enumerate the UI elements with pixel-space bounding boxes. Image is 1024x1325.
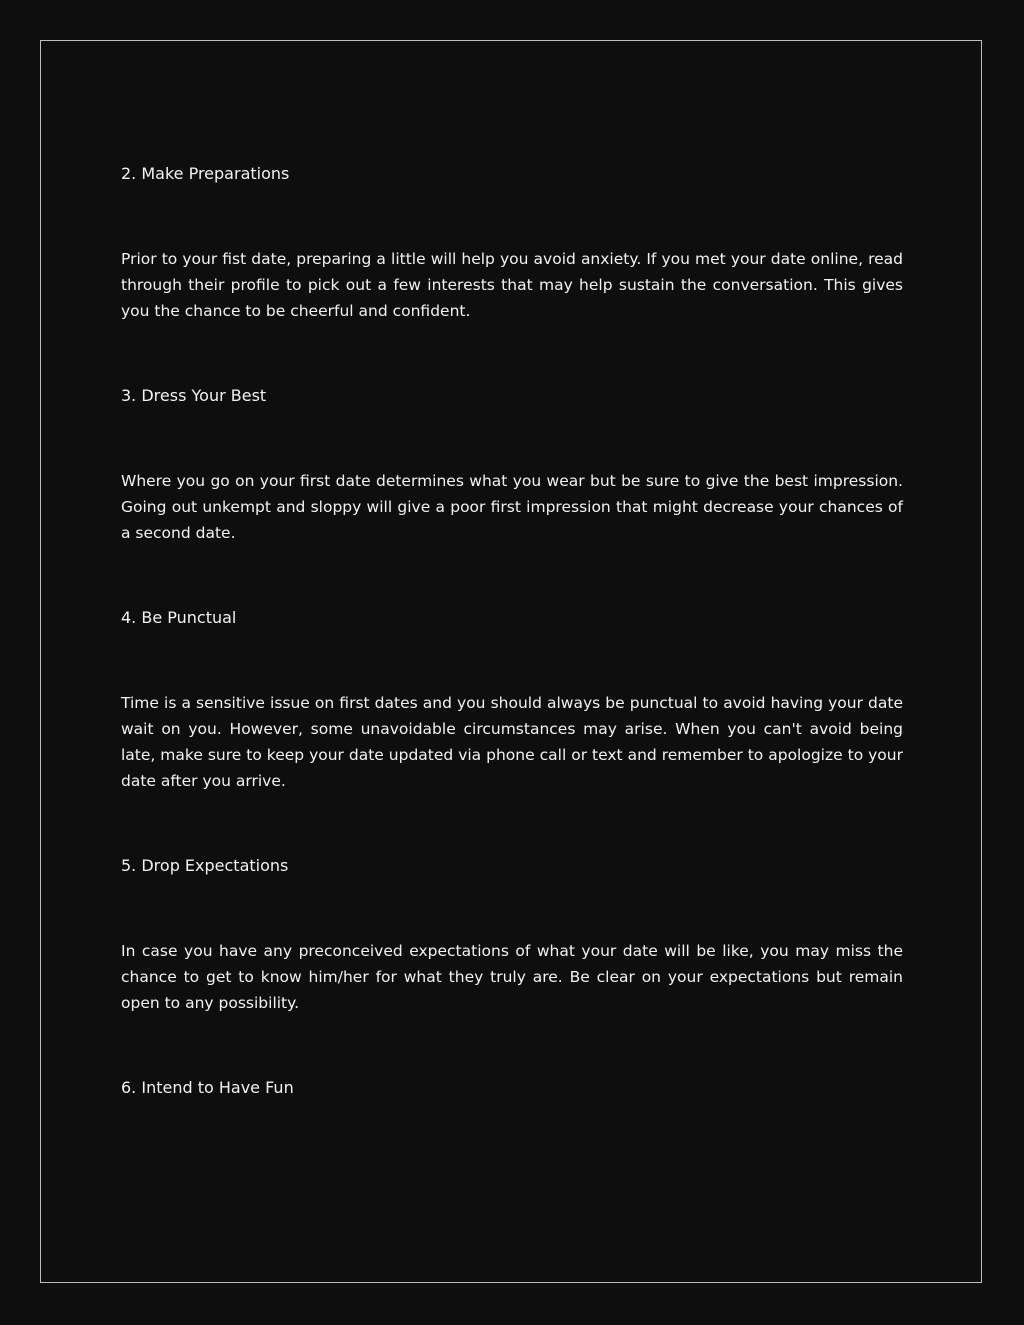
section-heading: 5. Drop Expectations	[121, 856, 289, 875]
section-paragraph: In case you have any preconceived expectations of what your date will be like, you may miss the chance to get to know him/her for what they truly are. Be clear on your expectations but remain open to any possibility.	[121, 942, 903, 1012]
section-paragraph: Time is a sensitive issue on first dates and you should always be punctual to avoid having your date wait on you. However, some unavoidable circumstances may arise. When you can't avoid being late, make sure to keep your date updated via phone call or text and remember to apologize to your date after you arrive.	[121, 694, 903, 790]
section-heading: 4. Be Punctual	[121, 608, 237, 627]
section-paragraph: Where you go on your first date determines what you wear but be sure to give the best impression. Going out unkempt and sloppy will give a poor first impression that might decrease your chances of a second date.	[121, 472, 903, 542]
section-paragraph: Prior to your fist date, preparing a little will help you avoid anxiety. If you met your date online, read through their profile to pick out a few interests that may help sustain the conversation. This gives you the chance to be cheerful and confident.	[121, 250, 903, 320]
section-heading: 2. Make Preparations	[121, 164, 290, 183]
section-heading: 3. Dress Your Best	[121, 386, 267, 405]
section-heading: 6. Intend to Have Fun	[121, 1078, 294, 1097]
